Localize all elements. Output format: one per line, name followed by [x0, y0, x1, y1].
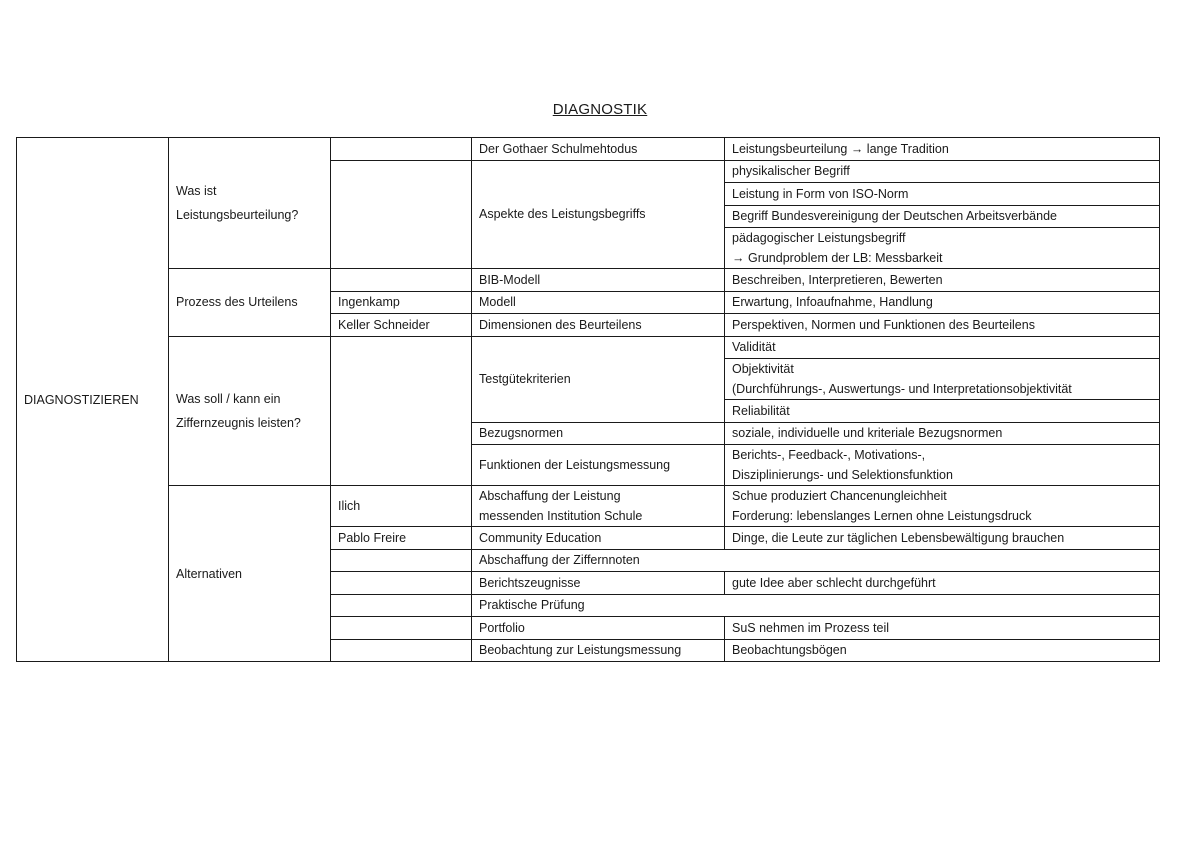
author-cell-empty — [331, 138, 472, 161]
detail-cell: Perspektiven, Normen und Funktionen des Beurteilens — [725, 314, 1160, 337]
detail-line: Schue produziert Chancenungleichheit — [732, 489, 947, 503]
topic-cell: Funktionen der Leistungsmessung — [472, 445, 725, 486]
detail-line: Berichts-, Feedback-, Motivations-, — [732, 448, 926, 462]
author-cell-empty — [331, 336, 472, 486]
author-cell-empty — [331, 639, 472, 662]
detail-cell — [725, 486, 1160, 527]
detail-line: (Durchführungs-, Auswertungs- und Interpretationsobjektivität — [732, 382, 1072, 396]
topic-cell: Beobachtung zur Leistungsmessung — [472, 639, 725, 662]
topic-cell: Dimensionen des Beurteilens — [472, 314, 725, 337]
topic-cell: Portfolio — [472, 617, 725, 640]
detail-cell: Beschreiben, Interpretieren, Bewerten — [725, 269, 1160, 292]
detail-line: Forderung: lebenslanges Lernen ohne Leistungsdruck — [732, 509, 1032, 523]
section-cell: Alternativen — [169, 486, 331, 662]
author-cell: Ingenkamp — [331, 291, 472, 314]
author-cell: Pablo Freire — [331, 527, 472, 550]
topic-line: messenden Institution Schule — [479, 509, 643, 523]
detail-line: Disziplinierungs- und Selektionsfunktion — [732, 468, 953, 482]
detail-cell: soziale, individuelle und kriteriale Bezugsnormen — [725, 422, 1160, 445]
author-cell-empty — [331, 617, 472, 640]
detail-cell — [725, 359, 1160, 400]
detail-cell: Leistungsbeurteilung → lange Tradition — [725, 138, 1160, 161]
detail-cell: Dinge, die Leute zur täglichen Lebensbewältigung brauchen — [725, 527, 1160, 550]
author-cell-empty — [331, 594, 472, 617]
detail-line: pädagogischer Leistungsbegriff — [732, 231, 906, 245]
section-cell: Was ist Leistungsbeurteilung? — [169, 138, 331, 269]
detail-cell: Begriff Bundesvereinigung der Deutschen Arbeitsverbände — [725, 205, 1160, 228]
author-cell: Ilich — [331, 486, 472, 527]
detail-cell: Reliabilität — [725, 400, 1160, 423]
detail-cell: gute Idee aber schlecht durchgeführt — [725, 572, 1160, 595]
detail-cell: physikalischer Begriff — [725, 160, 1160, 183]
topic-cell-wide: Abschaffung der Ziffernnoten — [472, 549, 1160, 572]
section-cell: Prozess des Urteilens — [169, 269, 331, 337]
detail-line: → Grundproblem der LB: Messbarkeit — [732, 251, 943, 265]
detail-cell: SuS nehmen im Prozess teil — [725, 617, 1160, 640]
topic-cell: Bezugsnormen — [472, 422, 725, 445]
detail-cell: Validität — [725, 336, 1160, 359]
topic-cell-wide: Praktische Prüfung — [472, 594, 1160, 617]
table-row — [17, 336, 1160, 359]
detail-cell: Beobachtungsbögen — [725, 639, 1160, 662]
author-cell-empty — [331, 549, 472, 572]
topic-cell: Aspekte des Leistungsbegriffs — [472, 160, 725, 269]
detail-cell — [725, 445, 1160, 486]
root-cell: DIAGNOSTIZIEREN — [17, 138, 169, 662]
topic-cell — [472, 486, 725, 527]
table-row — [17, 269, 1160, 292]
author-cell-empty — [331, 572, 472, 595]
page-title: DIAGNOSTIK — [552, 101, 648, 118]
author-cell: Keller Schneider — [331, 314, 472, 337]
topic-cell: BIB-Modell — [472, 269, 725, 292]
topic-cell: Der Gothaer Schulmehtodus — [472, 138, 725, 161]
detail-cell: Leistung in Form von ISO-Norm — [725, 183, 1160, 206]
topic-cell: Community Education — [472, 527, 725, 550]
detail-cell — [725, 228, 1160, 269]
diagnostik-table — [16, 137, 1160, 662]
author-cell-empty — [331, 160, 472, 269]
topic-line: Abschaffung der Leistung — [479, 489, 621, 503]
author-cell-empty — [331, 269, 472, 292]
topic-cell: Modell — [472, 291, 725, 314]
table-row — [17, 138, 1160, 161]
detail-line: Objektivität — [732, 362, 794, 376]
section-cell: Was soll / kann ein Ziffernzeugnis leisten? — [169, 336, 331, 486]
topic-cell: Berichtszeugnisse — [472, 572, 725, 595]
topic-cell: Testgütekriterien — [472, 336, 725, 422]
detail-cell: Erwartung, Infoaufnahme, Handlung — [725, 291, 1160, 314]
